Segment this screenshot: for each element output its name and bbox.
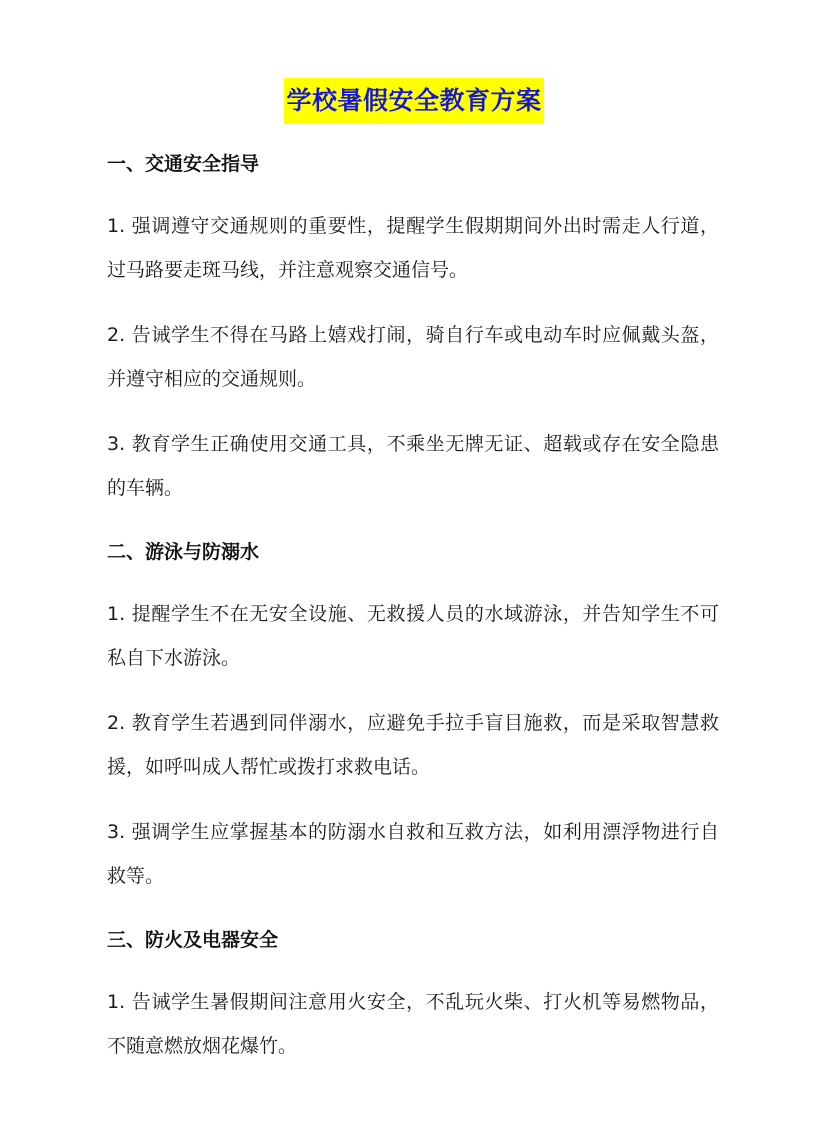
document-title: 学校暑假安全教育方案 bbox=[284, 78, 543, 124]
traffic-item-1: 1. 强调遵守交通规则的重要性，提醒学生假期期间外出时需走人行道，过马路要走斑马线，并注意观察交通信号。 bbox=[107, 215, 719, 281]
traffic-item-3: 3. 教育学生正确使用交通工具，不乘坐无牌无证、超载或存在安全隐患的车辆。 bbox=[107, 433, 719, 499]
swimming-item-2: 2. 教育学生若遇到同伴溺水，应避免手拉手盲目施救，而是采取智慧救援，如呼叫成人帮忙或拨打求救电话。 bbox=[107, 712, 719, 778]
section-heading-fire: 三、防火及电器安全 bbox=[107, 929, 279, 951]
section-heading-swimming: 二、游泳与防溺水 bbox=[107, 541, 260, 563]
title-block bbox=[0, 78, 828, 124]
section-heading-traffic: 一、交通安全指导 bbox=[107, 153, 260, 175]
traffic-item-2: 2. 告诫学生不得在马路上嬉戏打闹，骑自行车或电动车时应佩戴头盔，并遵守相应的交通规则。 bbox=[107, 324, 719, 390]
fire-item-1: 1. 告诫学生暑假期间注意用火安全，不乱玩火柴、打火机等易燃物品，不随意燃放烟花爆竹。 bbox=[107, 991, 719, 1057]
swimming-item-3: 3. 强调学生应掌握基本的防溺水自救和互救方法，如利用漂浮物进行自救等。 bbox=[107, 821, 719, 887]
swimming-item-1: 1. 提醒学生不在无安全设施、无救援人员的水域游泳，并告知学生不可私自下水游泳。 bbox=[107, 603, 719, 669]
